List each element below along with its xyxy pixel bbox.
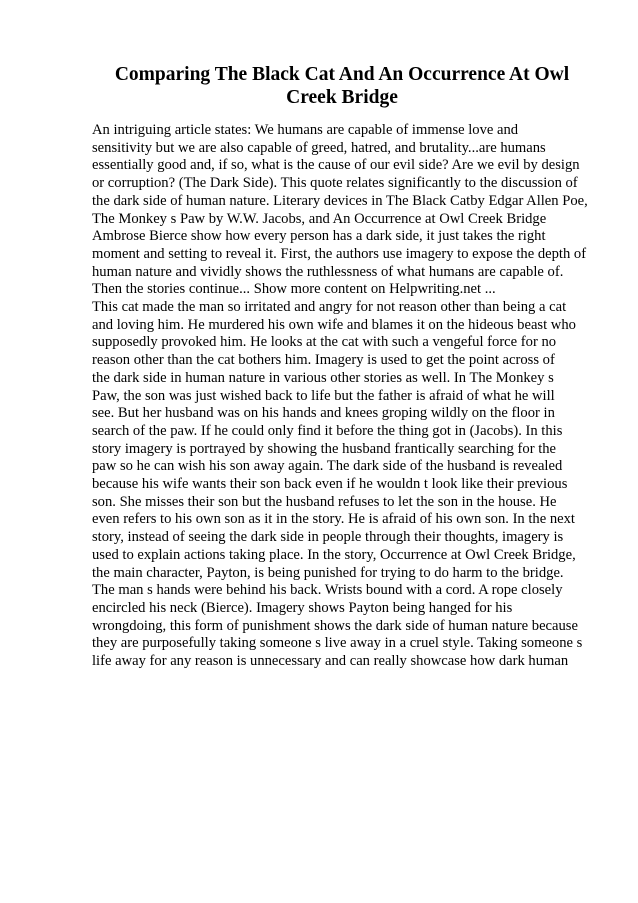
body-line: sensitivity but we are also capable of greed, hatred, and brutality...are humans xyxy=(92,139,546,156)
body-line: story, instead of seeing the dark side in people through their thoughts, imagery is xyxy=(92,529,564,546)
body-line: supposedly provoked him. He looks at the cat with such a vengeful force for no xyxy=(92,334,557,351)
body-line: The man s hands were behind his back. Wrists bound with a cord. A rope closely xyxy=(92,582,563,599)
body-line: or corruption? (The Dark Side). This quote relates significantly to the discussion of xyxy=(92,175,578,192)
body-line: the dark side of human nature. Literary devices in The Black Catby Edgar Allen Poe, xyxy=(92,192,588,209)
body-line: see. But her husband was on his hands and knees groping wildly on the floor in xyxy=(92,405,555,422)
body-line: and loving him. He murdered his own wife and blames it on the hideous beast who xyxy=(92,316,576,333)
body-line: moment and setting to reveal it. First, the authors use imagery to expose the depth of xyxy=(92,245,587,262)
body-line: used to explain actions taking place. In the story, Occurrence at Owl Creek Bridge, xyxy=(92,546,576,563)
body-line: reason other than the cat bothers him. Imagery is used to get the point across of xyxy=(92,352,555,369)
title-line: Creek Bridge xyxy=(286,87,398,108)
body-line: wrongdoing, this form of punishment shows the dark side of human nature because xyxy=(92,617,578,634)
body-line: This cat made the man so irritated and angry for not reason other than being a cat xyxy=(92,299,567,316)
body-line: story imagery is portrayed by showing the husband frantically searching for the xyxy=(92,440,557,457)
body-line: the main character, Payton, is being punished for trying to do harm to the bridge. xyxy=(92,564,564,581)
body-line: Ambrose Bierce show how every person has a dark side, it just takes the right xyxy=(92,228,546,245)
body-line: they are purposefully taking someone s live away in a cruel style. Taking someone s xyxy=(92,635,583,652)
body-line: Then the stories continue... Show more content on Helpwriting.net ... xyxy=(92,281,496,298)
document-body xyxy=(92,122,612,671)
document-title xyxy=(92,63,592,109)
body-line: human nature and vividly shows the ruthlessness of what humans are capable of. xyxy=(92,263,564,280)
body-line: because his wife wants their son back even if he wouldn t look like their previous xyxy=(92,476,568,493)
body-line: The Monkey s Paw by W.W. Jacobs, and An Occurrence at Owl Creek Bridge xyxy=(92,210,547,227)
body-line: Paw, the son was just wished back to life but the father is afraid of what he will xyxy=(92,387,555,404)
body-line: son. She misses their son but the husband refuses to let the son in the house. He xyxy=(92,493,557,510)
body-line: even refers to his own son as it in the story. He is afraid of his own son. In the next xyxy=(92,511,575,528)
title-line: Comparing The Black Cat And An Occurrence At Owl xyxy=(114,64,570,85)
body-line: life away for any reason is unnecessary and can really showcase how dark human xyxy=(92,653,569,670)
body-line: An intriguing article states: We humans are capable of immense love and xyxy=(92,122,519,138)
body-line: the dark side in human nature in various other stories as well. In The Monkey s xyxy=(92,369,554,386)
body-line: essentially good and, if so, what is the cause of our evil side? Are we evil by design xyxy=(92,157,580,174)
body-line: paw so he can wish his son away again. The dark side of the husband is revealed xyxy=(92,458,563,475)
body-line: encircled his neck (Bierce). Imagery shows Payton being hanged for his xyxy=(92,599,513,616)
body-line: search of the paw. If he could only find it before the thing got in (Jacobs). In this xyxy=(92,422,563,439)
